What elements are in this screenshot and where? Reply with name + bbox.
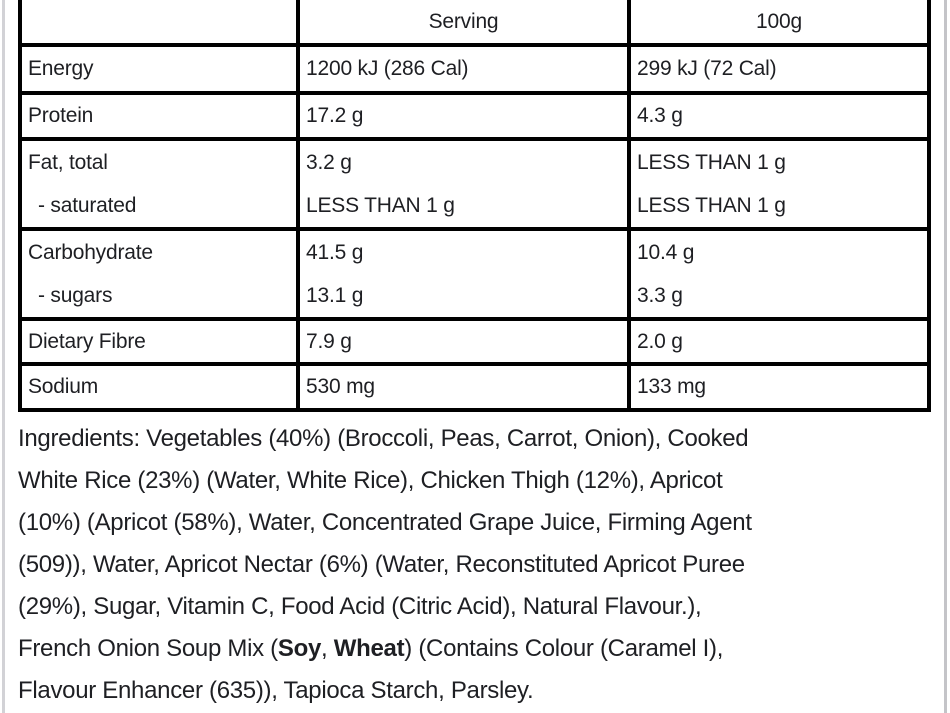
ingredient-text-segment: French Onion Soup Mix (: [18, 635, 278, 662]
ingredient-text-segment: (10%) (Apricot (58%), Water, Concentrated Grape Juice, Firming Agent: [18, 509, 752, 536]
allergen-bold-text: Wheat: [333, 635, 405, 662]
cell-line: Carbohydrate: [28, 240, 153, 264]
ingredient-text-segment: ) (Contains Colour (Caramel I),: [404, 635, 724, 662]
cell-line: LESS THAN 1 g: [306, 193, 455, 217]
cell-line: 530 mg: [306, 375, 375, 398]
cell-line: Fat, total: [28, 150, 108, 174]
cell-line: 2.0 g: [637, 329, 683, 353]
per-100g-value-cell: [631, 231, 927, 317]
page-right-edge-line: [944, 0, 947, 713]
ingredients-line: [18, 460, 943, 502]
ingredients-line: [18, 628, 943, 670]
row-label-cell: [22, 47, 296, 91]
cell-line: 10.4 g: [637, 240, 695, 264]
header-100g-cell: 100g: [631, 0, 927, 43]
cell-line: 17.2 g: [306, 104, 364, 127]
header-serving-cell: Serving: [300, 0, 627, 43]
cell-line: 7.9 g: [306, 329, 352, 353]
cell-line: 133 mg: [637, 375, 706, 398]
per-100g-value-cell: [631, 47, 927, 91]
cell-line: 4.3 g: [637, 104, 683, 127]
cell-line: - sugars: [38, 283, 113, 307]
cell-line: 3.3 g: [637, 283, 683, 307]
per-100g-value-cell: [631, 95, 927, 137]
cell-line: Sodium: [28, 375, 99, 398]
ingredients-line: [18, 502, 943, 544]
ingredient-text-segment: Flavour Enhancer (635)), Tapioca Starch, Parsley.: [18, 677, 534, 704]
cell-line: Protein: [28, 104, 94, 127]
row-label-cell: [22, 366, 296, 408]
cell-line: 41.5 g: [306, 240, 364, 264]
cell-line: LESS THAN 1 g: [637, 150, 786, 174]
ingredient-text-segment: ,: [321, 635, 334, 662]
serving-value-cell: [300, 95, 627, 137]
ingredients-text: [18, 418, 943, 712]
cell-line: Energy: [28, 57, 94, 80]
row-label-cell: [22, 141, 296, 227]
nutrition-table: [18, 0, 931, 412]
cell-line: - saturated: [38, 193, 137, 217]
serving-value-cell: [300, 47, 627, 91]
allergen-bold-text: Soy: [277, 635, 322, 662]
cell-line: LESS THAN 1 g: [637, 193, 786, 217]
per-100g-value-cell: [631, 141, 927, 227]
row-label-cell: [22, 95, 296, 137]
ingredients-line: [18, 544, 943, 586]
ingredients-line: [18, 586, 943, 628]
serving-value-cell: [300, 231, 627, 317]
header-empty-cell: [22, 0, 296, 43]
ingredient-text-segment: Ingredients: Vegetables (40%) (Broccoli, Peas, Carrot, Onion), Cooked: [18, 425, 749, 452]
row-label-cell: [22, 321, 296, 362]
serving-value-cell: [300, 141, 627, 227]
per-100g-value-cell: [631, 321, 927, 362]
serving-value-cell: [300, 321, 627, 362]
ingredients-line: [18, 418, 943, 460]
cell-line: 3.2 g: [306, 150, 352, 174]
ingredient-text-segment: (29%), Sugar, Vitamin C, Food Acid (Citric Acid), Natural Flavour.),: [18, 593, 702, 620]
ingredient-text-segment: (509)), Water, Apricot Nectar (6%) (Water, Reconstituted Apricot Puree: [18, 551, 745, 578]
cell-line: 299 kJ (72 Cal): [637, 57, 777, 80]
row-label-cell: [22, 231, 296, 317]
ingredients-line: [18, 670, 943, 712]
cell-line: 13.1 g: [306, 283, 364, 307]
cell-line: Dietary Fibre: [28, 329, 146, 353]
page-left-edge-line: [2, 0, 5, 713]
per-100g-value-cell: [631, 366, 927, 408]
cell-line: 1200 kJ (286 Cal): [306, 57, 469, 80]
serving-value-cell: [300, 366, 627, 408]
ingredient-text-segment: White Rice (23%) (Water, White Rice), Chicken Thigh (12%), Apricot: [18, 467, 723, 494]
